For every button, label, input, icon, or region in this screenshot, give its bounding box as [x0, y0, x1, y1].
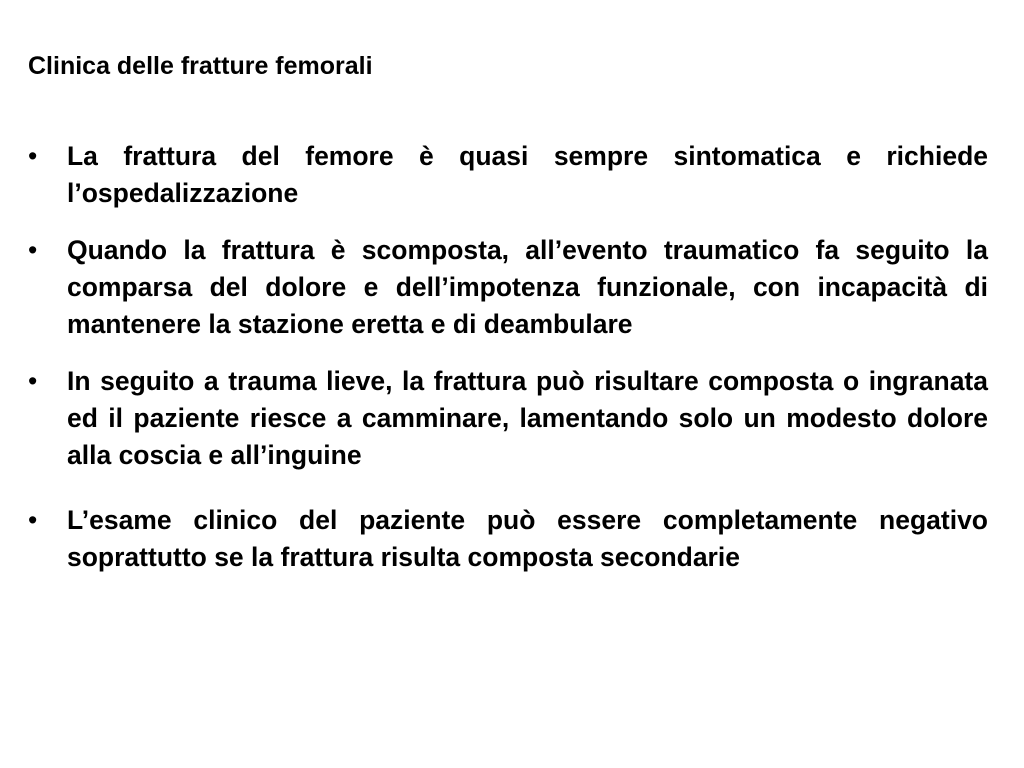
bullet-text: In seguito a trauma lieve, la frattura può risultare composta o ingranata ed il paziente riesce a camminare, lamentando solo un modesto dolore alla coscia e all’inguine [67, 366, 988, 470]
bullet-dot-icon: • [28, 141, 38, 171]
bullet-item [28, 232, 988, 343]
bullet-item [28, 138, 988, 212]
bullet-text: L’esame clinico del paziente può essere completamente negativo soprattutto se la frattura risulta composta secondarie [67, 505, 988, 572]
bullet-list [28, 138, 988, 576]
bullet-text: La frattura del femore è quasi sempre sintomatica e richiede l’ospedalizzazione [67, 141, 988, 208]
bullet-text: Quando la frattura è scomposta, all’evento traumatico fa seguito la comparsa del dolore e dell’impotenza funzionale, con incapacità di mantenere la stazione eretta e di deambulare [67, 235, 988, 339]
slide-title: Clinica delle fratture femorali [28, 52, 373, 80]
bullet-dot-icon: • [28, 235, 38, 265]
bullet-dot-icon: • [28, 366, 38, 396]
bullet-item [28, 363, 988, 474]
bullet-item [28, 502, 988, 576]
bullet-dot-icon: • [28, 505, 38, 535]
